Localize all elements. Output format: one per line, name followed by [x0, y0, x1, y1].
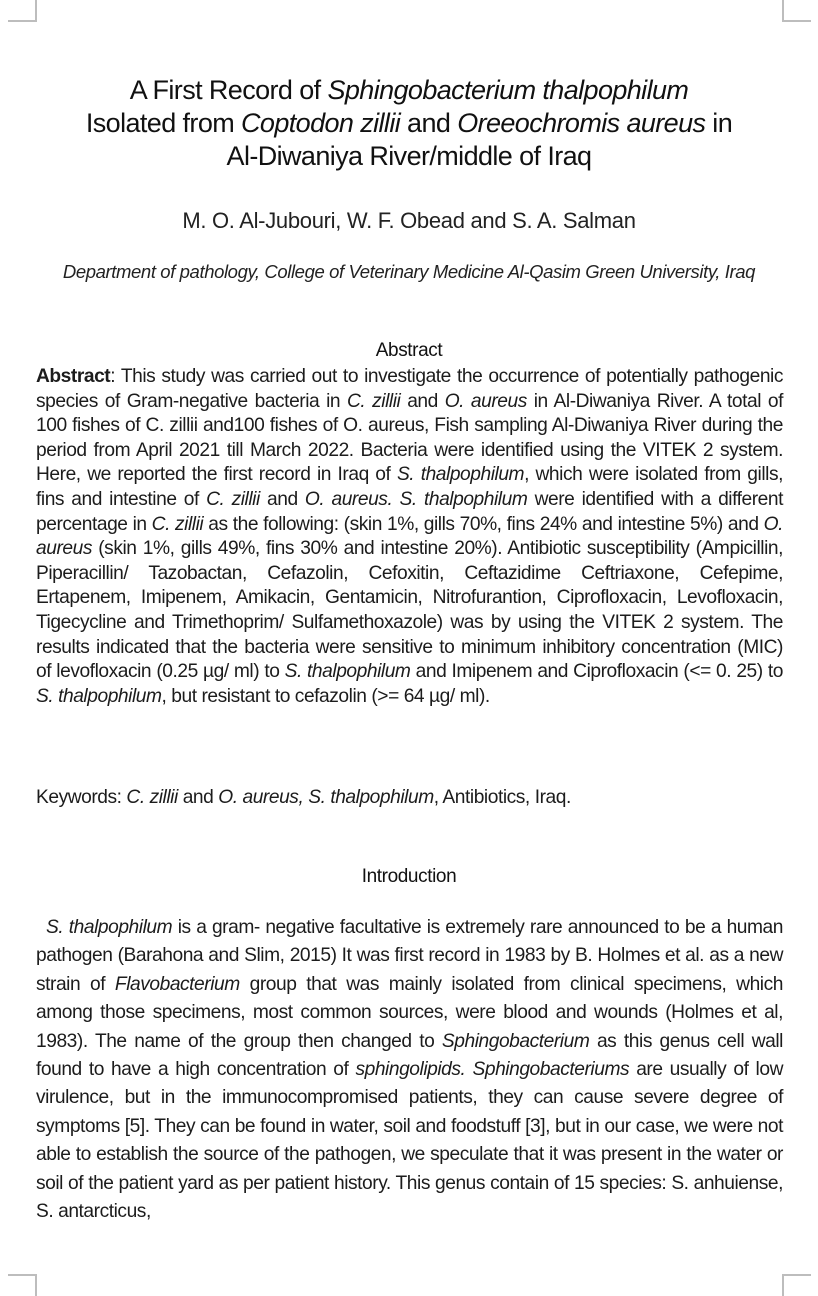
genus-name: Sphingobacterium — [441, 1030, 590, 1052]
species-name: S. thalpophilum — [396, 464, 525, 486]
affiliation: Department of pathology, College of Veterinary Medicine Al-Qasim Green University, Iraq — [62, 261, 756, 282]
crop-mark-top-left — [8, 0, 37, 22]
abstract-text: and Imipenem and Ciprofloxacin (<= 0. 25) to — [410, 661, 784, 683]
genus-name: Flavobacterium — [114, 973, 240, 995]
abstract-text: were identified with a different percentage in — [36, 488, 783, 535]
species-name: O. aureus — [36, 513, 783, 560]
abstract-label: Abstract — [36, 366, 111, 387]
title-text: in — [705, 108, 733, 138]
authors: M. O. Al-Jubouri, W. F. Obead and S. A. Salman — [182, 208, 636, 233]
keywords-text: , Antibiotics, Iraq. — [433, 787, 571, 808]
abstract-text: , but resistant to cefazolin (>= 64 µg/ ml). — [161, 685, 490, 707]
abstract-text: in Al-Diwaniya River. A total of 100 fishes of C. zillii and100 fishes of O. aureus, Fish sampling Al-Diwaniya River during the period from April 2021 till March 2022. Bacteria were identified using the VITEK 2 system. Here, we reported the first record in Iraq of — [36, 390, 783, 486]
introduction-heading: Introduction — [361, 866, 457, 887]
title-species: Oreeochromis aureus — [457, 108, 706, 138]
paper-title — [30, 74, 788, 173]
keyword-species: O. aureus, S. thalpophilum — [218, 787, 434, 808]
intro-text: as this genus cell wall found to have a high concentration of — [36, 1030, 783, 1081]
title-text: and — [400, 108, 458, 138]
abstract-text: (skin 1%, gills 49%, fins 30% and intestine 20%). Antibiotic susceptibility (Ampicillin, Piperacillin/ Tazobactan, Cefazolin, Cefoxitin, Ceftazidime Ceftriaxone, Cefepime, Ertapenem, Imipenem, Amikacin, Gentamicin, Nitrofurantion, Ciprofloxacin, Levofloxacin, Tigecycline and Trimethoprim/ Sulfamethoxazole) was by using the VITEK 2 system. The results indicated that the bacteria were sensitive to minimum inhibitory concentration (MIC) of levofloxacin (0.25 µg/ ml) to — [36, 538, 783, 683]
crop-mark-bottom-left — [8, 1274, 37, 1296]
introduction-paragraph — [36, 914, 783, 1226]
keyword-species: C. zillii — [126, 787, 178, 808]
intro-text: is a gram- negative facultative is extremely rare announced to be a human pathogen (Barahona and Slim, 2015) It was first record in 1983 by B. Holmes et al. as a new strain of — [36, 917, 783, 995]
keywords — [36, 787, 783, 809]
keywords-label: Keywords: — [36, 787, 127, 808]
abstract-text: and — [400, 390, 445, 412]
species-name: C. zillii — [151, 513, 204, 535]
species-name: S. thalpophilum — [284, 661, 411, 683]
species-name: C. zillii — [347, 390, 401, 412]
title-species: Sphingobacterium thalpophilum — [327, 75, 689, 105]
abstract-heading: Abstract — [375, 340, 443, 361]
crop-mark-bottom-right — [782, 1274, 811, 1296]
species-name: S. thalpophilum — [46, 917, 173, 938]
title-text: Al-Diwaniya River/middle of Iraq — [226, 141, 592, 171]
crop-mark-top-right — [782, 0, 811, 22]
title-text: Isolated from — [85, 108, 242, 138]
abstract-text: , which were isolated from gills, fins and intestine of — [36, 464, 783, 510]
title-species: Coptodon zillii — [241, 108, 401, 138]
species-name: O. aureus. S. thalpophilum — [304, 488, 528, 510]
keywords-text: and — [177, 787, 219, 808]
title-text: A First Record of — [129, 75, 328, 105]
species-name: C. zillii — [206, 488, 260, 510]
intro-text: are usually of low virulence, but in the immunocompromised patients, they can cause severe degree of symptoms [5]. They can be found in water, soil and foodstuff [3], but in our case, we were not able to establish the source of the pathogen, we speculate that it was present in the water or soil of the patient yard as per patient history. This genus contain of 15 species: S. anhuiense, S. antarcticus, — [36, 1059, 783, 1223]
species-name: S. thalpophilum — [36, 685, 162, 707]
intro-text: group that was mainly isolated from clinical specimens, which among those specimens, most common sources, were blood and wounds (Holmes et al, 1983). The name of the group then changed to — [36, 973, 783, 1052]
abstract-text: and — [259, 488, 305, 510]
abstract-text: as the following: (skin 1%, gills 70%, fins 24% and intestine 5%) and — [203, 513, 764, 535]
abstract-paragraph — [36, 365, 783, 709]
abstract-text: : This study was carried out to investigate the occurrence of potentially pathogenic species of Gram-negative bacteria in — [36, 366, 783, 412]
genus-name: sphingolipids. Sphingobacteriums — [355, 1059, 630, 1081]
species-name: O. aureus — [444, 390, 527, 412]
